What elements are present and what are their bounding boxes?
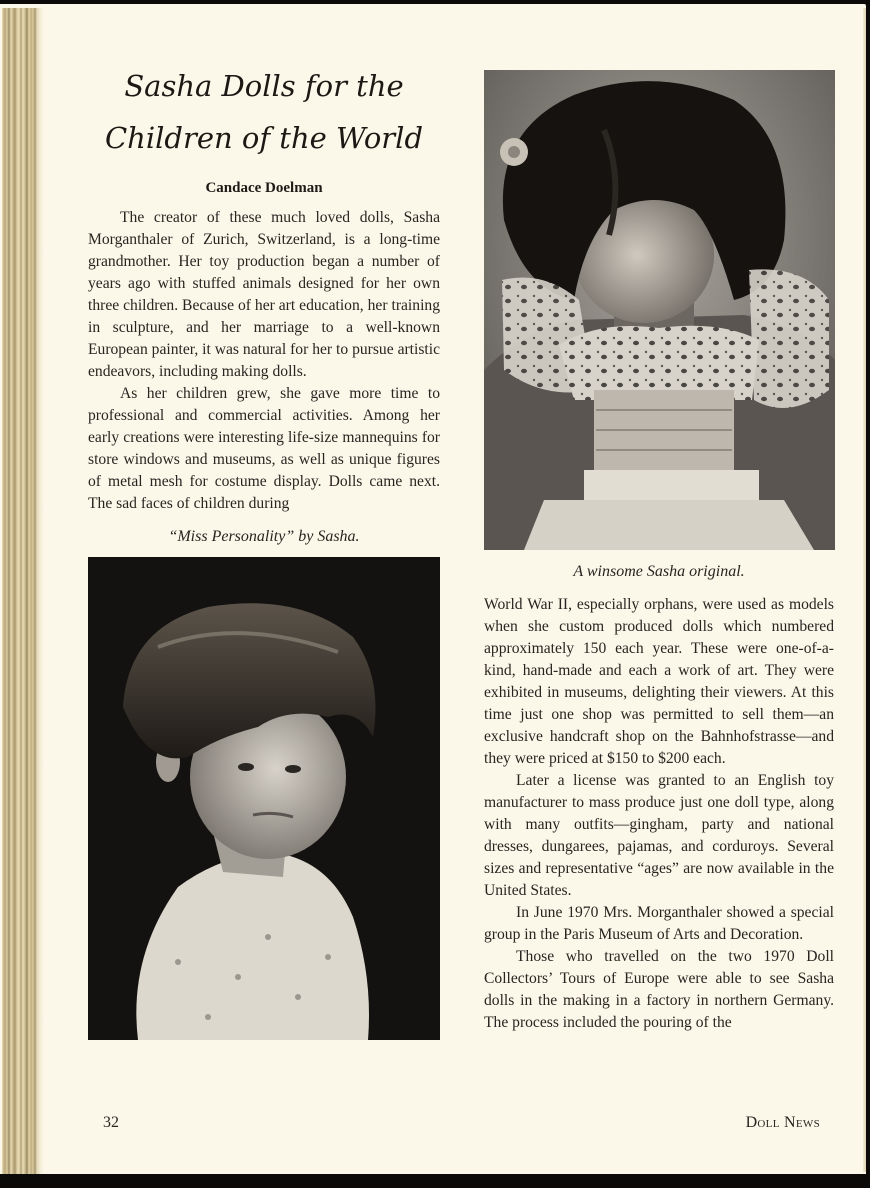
right-text-column [484,594,834,1034]
paragraph: In June 1970 Mrs. Morganthaler showed a special group in the Paris Museum of Arts and Decoration. [484,904,834,943]
magazine-name: Doll News [745,1114,820,1131]
paragraph: Later a license was granted to an English toy manufacturer to mass produce just one doll type, along with many outfits—gingham, party and national dresses, dungarees, pajamas, and corduroys. Several sizes and representative “ages” are now available in the United States. [484,772,834,899]
title-line-1: Sasha Dolls for the [124,69,404,103]
paragraph: Those who travelled on the two 1970 Doll Collectors’ Tours of Europe were able to see Sasha dolls in the making in a factory in northern Germany. The process included the pouring of the [484,948,834,1031]
photo-doll-winsome-original [484,70,835,550]
paragraph: As her children grew, she gave more time to professional and commercial activities. Among her early creations were interesting life-size mannequins for store windows and museums, as well as unique figures of metal mesh for costume display. Dolls came next. The sad faces of children during [88,385,440,512]
photo-doll-miss-personality [88,557,440,1040]
page-number: 32 [103,1114,119,1131]
right-column-flow [484,70,834,1034]
book-binding-edge [2,8,44,1176]
page-bottom-shadow [0,1174,870,1188]
title-line-2: Children of the World [104,121,424,155]
doll-lace-pinafore-image [484,70,835,550]
article-title [88,60,440,164]
paragraph: The creator of these much loved dolls, Sasha Morganthaler of Zurich, Switzerland, is a long-time grandmother. Her toy production began a number of years ago with stuffed animals designed for her own three children. Because of her art education, her training in sculpture, and her marriage to a well-known European painter, it was natural for her to pursue artistic endeavors, including making dolls. [88,209,440,380]
article-author: Candace Doelman [205,180,323,196]
doll-miss-personality-image [88,557,440,1040]
right-photo-caption: A winsome Sasha original. [573,563,745,580]
paragraph: World War II, especially orphans, were used as models when she custom produced dolls which numbered approximately 150 each year. These were one-of-a-kind, hand-made and each a work of art. They were exhibited in museums, delighting their viewers. At this time just one shop was permitted to sell them—an exclusive handcraft shop on the Bahnhofstrasse—and they were priced at $150 to $200 each. [484,596,834,767]
page-right-edge [863,8,866,1172]
left-text-column [88,207,440,515]
left-column-flow [88,60,440,1040]
left-photo-caption: “Miss Personality” by Sasha. [168,528,360,545]
